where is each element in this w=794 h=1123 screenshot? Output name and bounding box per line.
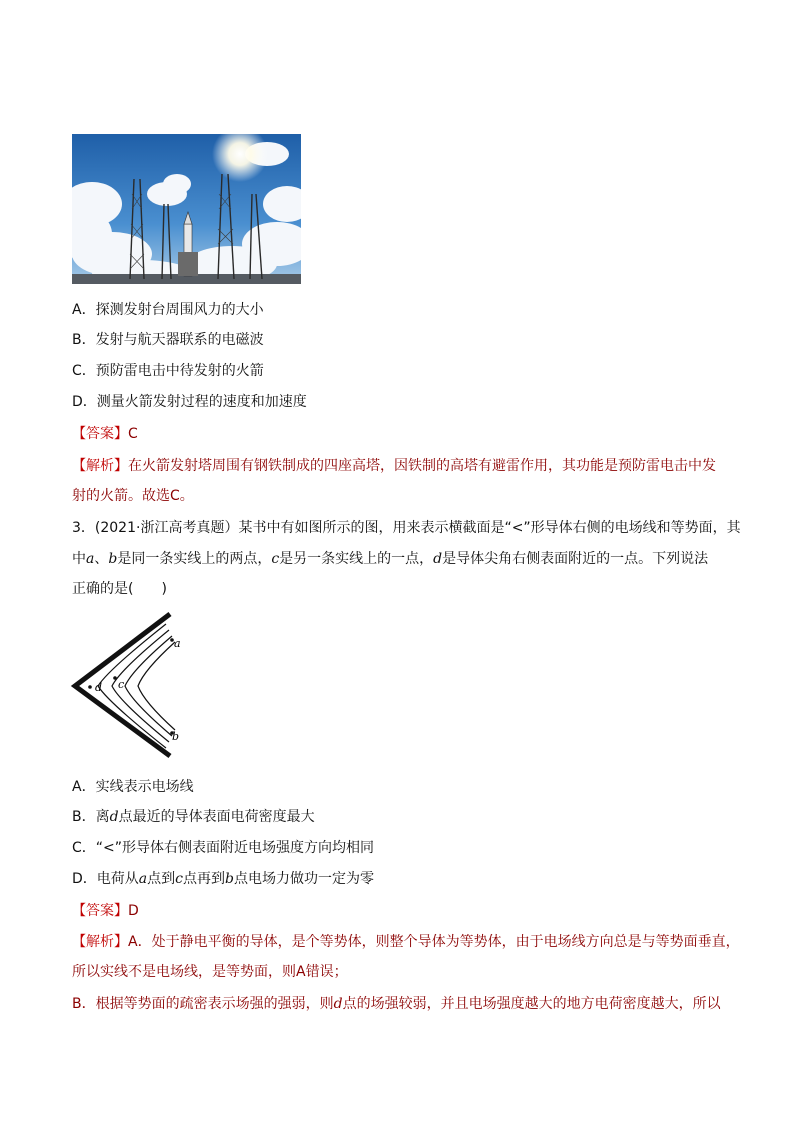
- q3-stem-line1: 3．(2021·浙江高考真题）某书中有如图所示的图，用来表示横截面是“<”形导体右侧的电场线和等势面，其: [72, 520, 741, 536]
- var-c: c: [175, 871, 183, 887]
- launch-pad-photo: [72, 134, 301, 284]
- var-c: c: [271, 551, 280, 567]
- analysis-text: 在火箭发射塔周围有钢铁制成的四座高塔，因铁制的高塔有避雷作用，其功能是预防雷电击中发: [128, 458, 716, 474]
- q3-option-c: C．“<”形导体右侧表面附近电场强度方向均相同: [72, 840, 375, 856]
- analysis-text: A．处于静电平衡的导体，是个等势体，则整个导体为等势体，由于电场线方向总是与等势面垂直，: [128, 934, 740, 950]
- var-a: a: [86, 551, 95, 567]
- stem-text: 是同一条实线上的两点，: [117, 551, 272, 567]
- var-b: b: [224, 871, 234, 887]
- q2-option-c: C．预防雷电击中待发射的火箭: [72, 363, 264, 379]
- var-b: b: [108, 551, 118, 567]
- label-d: d: [95, 681, 103, 694]
- option-text: 点到: [147, 871, 176, 887]
- var-d: d: [433, 551, 443, 567]
- q2-option-a: A．探测发射台周围风力的大小: [72, 302, 264, 318]
- q3-stem-line3: 正确的是( ): [72, 581, 167, 597]
- point-c: [113, 676, 117, 680]
- var-d: d: [333, 996, 343, 1012]
- answer-value: C: [128, 426, 138, 442]
- stem-text: 、: [94, 551, 109, 567]
- stem-text: 中: [72, 551, 86, 567]
- option-text: 点再到: [182, 871, 225, 887]
- q3-analysis-line1: [72, 932, 740, 952]
- analysis-text: 点的场强较弱，并且电场强度越大的地方电荷密度越大，所以: [342, 996, 721, 1012]
- answer-value: D: [128, 903, 139, 919]
- q2-analysis-line1: [72, 456, 716, 476]
- analysis-text: B．根据等势面的疏密表示场强的强弱，则: [72, 996, 334, 1012]
- q3-option-d: [72, 869, 374, 889]
- var-a: a: [138, 871, 148, 887]
- option-text: 点最近的导体表面电荷密度最大: [118, 809, 315, 825]
- q3-analysis-line2: 所以实线不是电场线，是等势面，则A错误；: [72, 964, 348, 980]
- q3-option-b: [72, 807, 315, 827]
- q3-answer: [72, 901, 139, 921]
- label-c: c: [118, 678, 125, 691]
- option-text: B．离: [72, 809, 110, 825]
- answer-tag: 【答案】: [72, 903, 128, 919]
- q2-analysis-line2: 射的火箭。故选C。: [72, 488, 194, 504]
- q2-answer: [72, 424, 138, 444]
- q3-stem-line2: [72, 549, 708, 569]
- stem-text: 是另一条实线上的一点，: [279, 551, 434, 567]
- analysis-tag: 【解析】: [72, 458, 128, 474]
- label-a: a: [174, 637, 181, 650]
- option-text: D．电荷从: [72, 871, 139, 887]
- q2-option-d: D．测量火箭发射过程的速度和加速度: [72, 394, 307, 410]
- q2-option-b: B．发射与航天器联系的电磁波: [72, 332, 264, 348]
- point-d: [88, 685, 92, 689]
- analysis-tag: 【解析】: [72, 934, 128, 950]
- q3-analysis-line3: [72, 994, 721, 1014]
- conductor-figure: [68, 610, 198, 760]
- q3-option-a: A．实线表示电场线: [72, 779, 194, 795]
- stem-text: 是导体尖角右侧表面附近的一点。下列说法: [442, 551, 709, 567]
- option-text: 点电场力做功一定为零: [233, 871, 374, 887]
- answer-tag: 【答案】: [72, 426, 128, 442]
- label-b: b: [172, 730, 180, 743]
- var-d: d: [109, 809, 119, 825]
- equipotential-line-4: [138, 642, 175, 730]
